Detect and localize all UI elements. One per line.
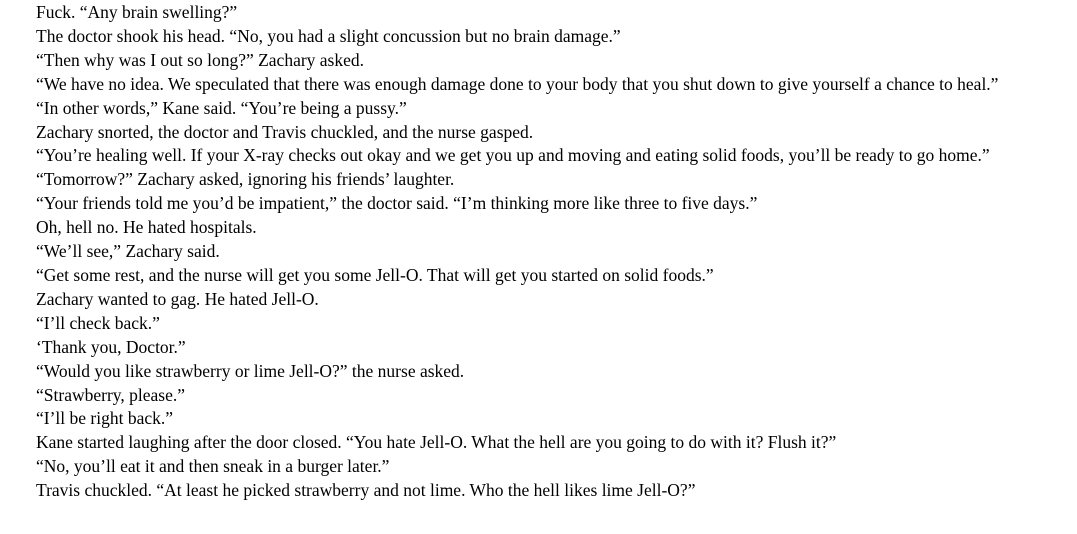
text-line: “Would you like strawberry or lime Jell-O?” the nurse asked. bbox=[36, 360, 465, 381]
text-line: “No, you’ll eat it and then sneak in a burger later.” bbox=[36, 456, 390, 477]
text-line: Travis chuckled. “At least he picked strawberry and not lime. Who the hell likes lime Jell-O?” bbox=[36, 480, 696, 501]
text-line: Zachary snorted, the doctor and Travis chuckled, and the nurse gasped. bbox=[36, 121, 534, 142]
text-line: “We’ll see,” Zachary said. bbox=[36, 241, 220, 262]
text-line: “Then why was I out so long?” Zachary asked. bbox=[36, 49, 365, 70]
text-line: “Strawberry, please.” bbox=[36, 384, 185, 405]
text-line: “Tomorrow?” Zachary asked, ignoring his friends’ laughter. bbox=[36, 169, 455, 190]
text-line: ‘Thank you, Doctor.” bbox=[36, 336, 186, 357]
text-line: “We have no idea. We speculated that there was enough damage done to your body that you shut down to give yourself a chance to heal.” bbox=[36, 73, 999, 94]
text-line: “You’re healing well. If your X-ray checks out okay and we get you up and moving and eating solid foods, you’ll be ready to go home.” bbox=[36, 145, 990, 166]
text-line: Kane started laughing after the door closed. “You hate Jell-O. What the hell are you going to do with it? Flush it?” bbox=[36, 432, 837, 453]
text-line: “Your friends told me you’d be impatient,” the doctor said. “I’m thinking more like three to five days.” bbox=[36, 193, 758, 214]
text-line: Fuck. “Any brain swelling?” bbox=[36, 2, 238, 22]
text-line: Zachary wanted to gag. He hated Jell-O. bbox=[36, 288, 319, 309]
text-line: “I’ll be right back.” bbox=[36, 408, 174, 429]
text-line: “I’ll check back.” bbox=[36, 312, 160, 333]
text-line: The doctor shook his head. “No, you had a slight concussion but no brain damage.” bbox=[36, 25, 621, 46]
text-line: “Get some rest, and the nurse will get you some Jell-O. That will get you started on solid foods.” bbox=[36, 264, 714, 285]
text-line: “In other words,” Kane said. “You’re being a pussy.” bbox=[36, 97, 407, 118]
text-line: Oh, hell no. He hated hospitals. bbox=[36, 217, 257, 238]
page-text bbox=[36, 1, 1069, 503]
